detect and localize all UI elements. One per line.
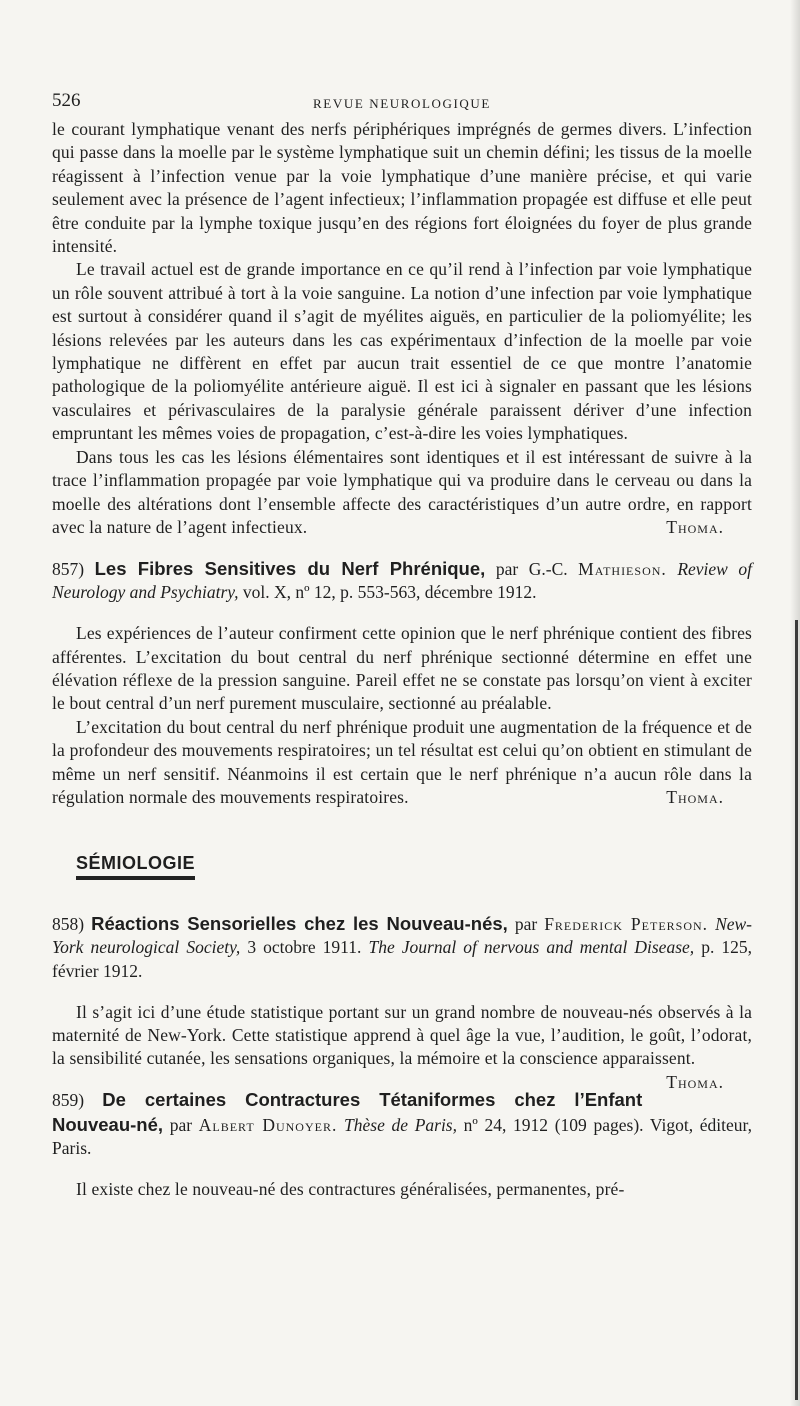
article-citation: nº 24, 1912 (109 pages).	[463, 1114, 644, 1135]
article-publisher: Vigot, éditeur, Paris.	[52, 1114, 753, 1159]
continuation-text	[52, 118, 752, 539]
article-author: Mathieson.	[578, 558, 667, 579]
article-journal: Review of Neurology and Psychiatry,	[52, 558, 753, 603]
signature: Thoma.	[666, 516, 724, 537]
article-author: Albert Dunoyer.	[198, 1114, 338, 1135]
article-header	[52, 557, 752, 605]
paragraph-text: L’excitation du bout central du nerf phrénique produit une augmentation de la fréquence et de la profondeur des mouvements respiratoires; un tel résultat est celui qu’on obtient en stimulant de même un nerf sensitif. Néanmoins il est certain que le nerf phrénique n’a aucun rôle dans la régulation normale des mouvements respiratoires.	[52, 716, 752, 807]
article-journal: Thèse de Paris,	[344, 1114, 457, 1135]
article-title: De certaines Contractures Tétaniformes chez l’Enfant Nouveau-né,	[52, 1089, 643, 1135]
signature: Thoma.	[666, 1071, 724, 1092]
running-head: REVUE NEUROLOGIQUE	[313, 96, 491, 111]
article-by: par G.-C.	[495, 558, 568, 579]
page-edge-line	[795, 620, 798, 1400]
article-title: Réactions Sensorielles chez les Nouveau-nés,	[91, 912, 508, 934]
signature: Thoma.	[666, 786, 724, 807]
paragraph-text: Dans tous les cas les lésions élémentaires sont identiques et il est intéressant de suivre à la trace l’inflammation propagée par voie lymphatique qui va produire dans le cerveau ou dans la moelle des altérations dont l’ensemble affecte des caractéristiques d’un autre ordre, en rapport avec la nature de l’agent infectieux.	[52, 446, 752, 537]
article-859	[52, 1088, 752, 1201]
paragraph: Il existe chez le nouveau-né des contractures généralisées, permanentes, pré-	[76, 1179, 625, 1200]
paragraph	[52, 1001, 752, 1092]
paragraph: Les expériences de l’auteur confirment cette opinion que le nerf phrénique contient des fibres afférentes. L’excitation du bout central du nerf phrénique sectionné détermine en effet une élévation réflexe de la pression sanguine. Pareil effet ne se constate pas lorsqu’on vient à exciter le bout central d’un nerf purement musculaire, sectionné au préalable.	[52, 623, 752, 714]
article-date: 3 octobre 1911.	[247, 937, 362, 958]
article-citation: vol. X, nº 12, p. 553-563, décembre 1912.	[242, 582, 537, 603]
article-journal-2: The Journal of nervous and mental Disease,	[368, 937, 695, 958]
page-number: 526	[52, 90, 81, 111]
page-header	[52, 88, 752, 118]
section-heading: SÉMIOLOGIE	[76, 853, 195, 880]
paragraph	[52, 716, 752, 810]
article-by: par	[514, 913, 538, 934]
paragraph-text: Il s’agit ici d’une étude statistique portant sur un grand nombre de nouveau-nés observés à la maternité de New-York. Cette statistique apprend à quel âge la vue, l’audition, le goût, l’odorat, la sensibilité cutanée, les sensations organiques, la mémoire et la conscience apparaissent.	[52, 1001, 752, 1069]
article-title: Les Fibres Sensitives du Nerf Phrénique,	[94, 557, 486, 579]
article-journal: New-York neurological Society,	[52, 913, 753, 958]
article-858	[52, 912, 753, 1092]
paragraph: Le travail actuel est de grande importance en ce qu’il rend à l’infection par voie lymphatique un rôle souvent attribué à tort à la voie sanguine. La notion d’une infection par voie lymphatique est surtout à considérer quand il s’agit de myélites aiguës, en particulier de la poliomyélite; les lésions relevées par les auteurs dans les cas expérimentaux d’infection de la moelle par voie lymphatique ne diffèrent en effet par aucun trait essentiel de ce que montre l’anatomie pathologique de la poliomyélite antérieure aiguë. Il est ici à signaler en passant que les lésions vasculaires et périvasculaires de la paralysie générale paraissent dériver d’une infection empruntant les mêmes voies de propagation, c’est-à-dire les voies lymphatiques.	[52, 259, 752, 444]
paragraph: le courant lymphatique venant des nerfs périphériques imprégnés de germes divers. L’infection qui passe dans la moelle par le système lymphatique suit un chemin défini; les tissus de la moelle réagissent à l’infection venue par la voie lymphatique d’une manière précise, et qui varie seulement avec la présence de l’agent infectieux; l’inflammation propagée est diffuse et elle peut être conduite par la lymphe toxique jusqu’en des régions fort éloignées du foyer de plus grande intensité.	[52, 119, 752, 257]
article-author: Frederick Peterson.	[544, 913, 709, 934]
article-header	[52, 1088, 752, 1160]
page	[52, 88, 752, 1201]
article-857	[52, 557, 752, 810]
paragraph	[52, 446, 752, 540]
article-number: 859)	[52, 1090, 85, 1111]
article-number: 857)	[52, 558, 85, 579]
article-header	[52, 912, 752, 983]
article-by: par	[169, 1114, 193, 1135]
article-citation: p. 125, février 1912.	[52, 937, 753, 981]
article-number: 858)	[52, 913, 85, 934]
